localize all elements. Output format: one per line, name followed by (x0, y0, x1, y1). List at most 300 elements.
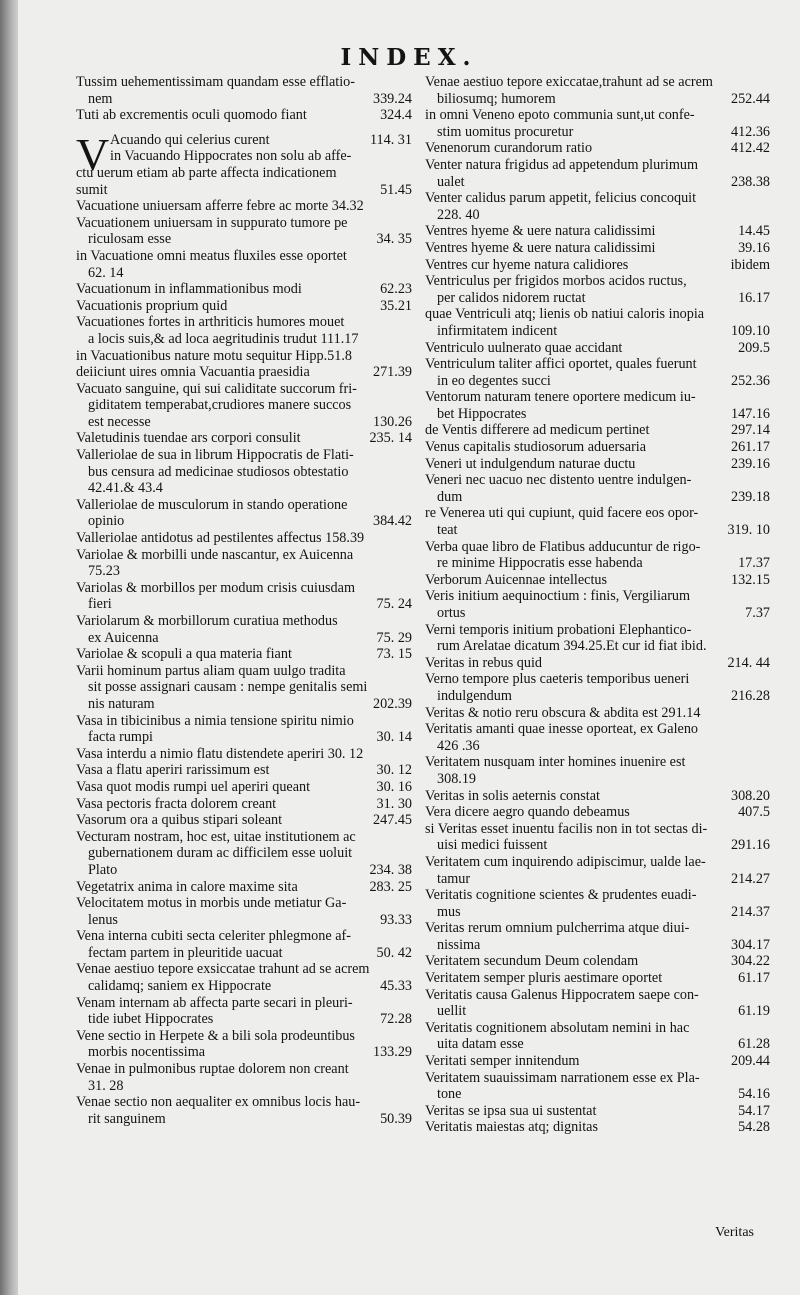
page-reference: 35.21 (380, 297, 412, 314)
index-entry-line (76, 298, 412, 315)
page-reference: 147.16 (730, 405, 770, 422)
index-entry-line (425, 771, 770, 788)
entry-text: quae Ventriculi atq; lienis ob natiui caloris inopia (425, 306, 705, 323)
index-entry-line (76, 1111, 412, 1128)
entry-text: a locis suis,& ad loca aegritudinis trudut 111.17 (88, 330, 359, 347)
entry-text: infirmitatem indicent (437, 322, 558, 339)
entry-text: Vacuationes fortes in arthriticis humores mouet (76, 314, 345, 331)
page-reference: 132.15 (730, 571, 770, 588)
entry-text: Veritas rerum omnium pulcherrima atque diui- (425, 920, 690, 937)
page-reference: 297.14 (730, 422, 770, 439)
index-entry-line (76, 961, 412, 978)
index-entry-line (425, 721, 770, 738)
index-entry-line (76, 762, 412, 779)
page-reference: 114. 31 (369, 131, 412, 148)
entry-text: Vasa pectoris fracta dolorem creant (76, 795, 277, 812)
page-reference: 51.45 (380, 181, 412, 198)
page-reference: 238.38 (730, 173, 770, 190)
page-reference: 291.16 (730, 837, 770, 854)
page-reference: 75. 29 (376, 629, 412, 646)
entry-text: Veritatem secundum Deum colendam (425, 953, 639, 970)
page-reference: 54.16 (738, 1086, 770, 1103)
index-entry-line (425, 804, 770, 821)
index-entry-line (76, 812, 412, 829)
index-entry-line (76, 1078, 412, 1095)
index-entry-line (425, 688, 770, 705)
entry-text: Tussim uehementissimam quandam esse efflatio- (76, 74, 355, 90)
index-entry-line (76, 580, 412, 597)
entry-text: de Ventis differere ad medicum pertinet (425, 422, 650, 439)
entry-text: nissima (437, 936, 481, 953)
index-entry-line (76, 1044, 412, 1061)
page-reference: ibidem (730, 256, 770, 273)
index-entry-line (76, 331, 412, 348)
entry-text: opinio (88, 513, 125, 530)
index-entry-line (425, 207, 770, 224)
page-reference: 31. 30 (376, 795, 412, 812)
page-reference: 62.23 (380, 281, 412, 298)
index-entry-line (425, 489, 770, 506)
index-entry-line (76, 148, 412, 165)
index-entry-line (76, 107, 412, 124)
page-reference: 73. 15 (376, 646, 412, 663)
page-reference: 239.16 (730, 455, 770, 472)
entry-text: bus censura ad medicinae studiosos obtestatio (88, 463, 349, 480)
index-entry-line (76, 381, 412, 398)
entry-text: Veritatis causa Galenus Hippocratem saepe con- (425, 986, 699, 1003)
page-reference: 50. 42 (376, 944, 412, 961)
entry-text: per calidos nidorem ructat (437, 289, 586, 306)
index-entry-line (76, 348, 412, 365)
entry-text: Vacuatione uniuersam afferre febre ac morte 34.32 (76, 198, 364, 215)
index-entry-line (425, 257, 770, 274)
page-reference: 14.45 (738, 223, 770, 240)
page-reference: 412.42 (730, 140, 770, 157)
entry-text: Variolae & morbilli unde nascantur, ex Auicenna (76, 546, 354, 563)
entry-text: lenus (88, 911, 118, 928)
index-entry-line (76, 430, 412, 447)
page-reference: 61.19 (738, 1003, 770, 1020)
index-entry-line (425, 140, 770, 157)
entry-text: bet Hippocrates (437, 405, 527, 422)
entry-text: fieri (88, 596, 112, 613)
page-reference: 30. 16 (376, 778, 412, 795)
entry-text: calidamq; saniem ex Hippocrate (88, 978, 272, 995)
index-entry-line (76, 613, 412, 630)
index-entry-line (425, 91, 770, 108)
entry-text: Veritatis maiestas atq; dignitas (425, 1119, 598, 1136)
page-reference: 214. 44 (727, 654, 770, 671)
entry-text: sit posse assignari causam : nempe genitalis semi (88, 679, 368, 696)
page-reference: 72.28 (380, 1011, 412, 1028)
index-entry-line (425, 1119, 770, 1136)
index-entry-line (76, 513, 412, 530)
entry-text: Venter calidus parum appetit, felicius concoquit (425, 190, 697, 207)
index-entry-line (425, 953, 770, 970)
index-entry-line (425, 1070, 770, 1087)
entry-text: stim uomitus procuretur (437, 123, 574, 140)
entry-text: ctu uerum etiam ab parte affecta indicationem (76, 164, 337, 181)
page-reference: 30. 14 (376, 729, 412, 746)
index-entry-line (76, 547, 412, 564)
entry-text: Vacuato sanguine, qui sui caliditate succorum fri- (76, 380, 357, 397)
entry-text: Veris initium aequinoctium : finis, Vergiliarum (425, 588, 691, 605)
entry-text: ex Auicenna (88, 629, 159, 646)
entry-text: Venae in pulmonibus ruptae dolorem non creant (76, 1061, 349, 1078)
index-entry-line (425, 1020, 770, 1037)
drop-capital: V (76, 128, 110, 180)
index-entry-line (76, 845, 412, 862)
entry-text: Venae aestiuo tepore exsiccatae trahunt ad se acrem (76, 961, 370, 978)
index-entry-line (76, 862, 412, 879)
page-reference: 412.36 (730, 123, 770, 140)
page-reference: 61.17 (738, 970, 770, 987)
page-reference: 304.17 (730, 936, 770, 953)
index-entry-line (76, 314, 412, 331)
page-reference: 252.44 (730, 90, 770, 107)
entry-text: Vasorum ora a quibus stipari soleant (76, 812, 283, 829)
index-entry-line (76, 397, 412, 414)
entry-text: rum Arelatae dicatum 394.25.Et cur id fiat ibid. (437, 638, 707, 655)
index-entry-line (425, 1003, 770, 1020)
entry-text: 42.41.& 43.4 (88, 480, 163, 497)
entry-text: Ventriculo uulnerato quae accidant (425, 339, 623, 356)
entry-text: Verno tempore plus caeteris temporibus ueneri (425, 671, 690, 688)
entry-text: Vacuationis proprium quid (76, 297, 228, 314)
entry-text: mus (437, 903, 461, 920)
entry-text: in eo degentes succi (437, 372, 551, 389)
index-entry-line (425, 588, 770, 605)
entry-text: Plato (88, 861, 118, 878)
entry-text: Veritas in solis aeternis constat (425, 787, 600, 804)
index-entry-line (425, 107, 770, 124)
entry-text: Velocitatem motus in morbis unde metiatur Ga- (76, 895, 347, 912)
page-reference: 34. 35 (376, 231, 412, 248)
entry-text: Variolas & morbillos per modum crisis cuiusdam (76, 579, 355, 596)
entry-text: giditatem temperabat,crudiores manere succos (88, 397, 352, 414)
entry-text: Vasa a flatu aperiri rarissimum est (76, 762, 270, 779)
entry-text: Ventriculum taliter affici oportet, quales fuerunt (425, 356, 697, 373)
entry-text: Veritatem cum inquirendo adipiscimur, ualde lae- (425, 853, 706, 870)
page-reference: 214.37 (730, 903, 770, 920)
page-reference: 261.17 (730, 439, 770, 456)
index-entry-line (76, 895, 412, 912)
entry-text: Valetudinis tuendae ars corpori consulit (76, 430, 301, 447)
entry-text: Verba quae libro de Flatibus adducuntur de rigo- (425, 538, 701, 555)
entry-text: biliosumq; humorem (437, 90, 556, 107)
index-entry-line (76, 829, 412, 846)
right-column (425, 74, 770, 1136)
entry-text: tide iubet Hippocrates (88, 1011, 214, 1028)
index-entry-line (425, 439, 770, 456)
entry-text: deiiciunt uires omnia Vacuantia praesidia (76, 364, 310, 381)
entry-text: nis naturam (88, 695, 155, 712)
entry-text: dum (437, 488, 463, 505)
index-entry-line (425, 456, 770, 473)
entry-text: 62. 14 (88, 264, 124, 281)
index-entry-line (425, 671, 770, 688)
page-reference: 214.27 (730, 870, 770, 887)
index-entry-line (76, 447, 412, 464)
entry-text: Ventres hyeme & uere natura calidissimi (425, 239, 656, 256)
index-entry-line (76, 663, 412, 680)
index-entry-line (76, 563, 412, 580)
entry-text: Valleriolae de musculorum in stando operatione (76, 496, 348, 513)
index-entry-line (425, 837, 770, 854)
index-entry-line (425, 821, 770, 838)
index-entry-line (76, 995, 412, 1012)
page-reference: 247.45 (372, 812, 412, 829)
page-reference: 209.5 (738, 339, 770, 356)
index-entry-line (76, 912, 412, 929)
index-page (18, 0, 800, 1295)
entry-text: uellit (437, 1003, 467, 1020)
entry-text: Ventres cur hyeme natura calidiores (425, 256, 629, 273)
index-entry-line (425, 74, 770, 91)
index-entry-line (425, 273, 770, 290)
index-entry-line (76, 215, 412, 232)
index-entry-line (76, 91, 412, 108)
page-reference: 271.39 (372, 364, 412, 381)
index-entry-line (76, 630, 412, 647)
left-column (76, 74, 412, 1127)
page-reference: 407.5 (738, 804, 770, 821)
index-entry-line (425, 505, 770, 522)
page-reference: 202.39 (372, 695, 412, 712)
index-entry-line (425, 572, 770, 589)
entry-text: Verni temporis initium probationi Elephantico- (425, 621, 692, 638)
entry-text: Veritas & notio reru obscura & abdita est 291.14 (425, 704, 701, 721)
index-entry-line (76, 696, 412, 713)
entry-text: Valleriolae antidotus ad pestilentes affectus 158.39 (76, 530, 365, 547)
page-reference: 93.33 (380, 911, 412, 928)
index-entry-line (76, 1028, 412, 1045)
entry-text: Veritatem semper pluris aestimare oportet (425, 970, 663, 987)
page-reference: 384.42 (372, 513, 412, 530)
page-reference: 216.28 (730, 687, 770, 704)
entry-text: Veneri ut indulgendum naturae ductu (425, 455, 636, 472)
index-entry-line (425, 522, 770, 539)
index-entry-line (425, 970, 770, 987)
index-entry-line (425, 1103, 770, 1120)
entry-text: Vasa quot modis rumpi uel aperiri queant (76, 778, 311, 795)
entry-text: morbis nocentissima (88, 1044, 206, 1061)
entry-text: Venus capitalis studiosorum aduersaria (425, 439, 647, 456)
entry-text: Variolarum & morbillorum curatiua methodus (76, 613, 338, 629)
entry-text: Variolae & scopuli a qua materia fiant (76, 646, 292, 663)
page-reference: 308.20 (730, 787, 770, 804)
index-entry-line (76, 879, 412, 896)
page-reference: 30. 12 (376, 762, 412, 779)
entry-text: 31. 28 (88, 1077, 124, 1094)
index-entry-line (425, 655, 770, 672)
entry-text: uisi medici fuissent (437, 837, 548, 854)
entry-text: Veneri nec uacuo nec distento uentre indulgen- (425, 472, 692, 489)
index-entry-line (425, 987, 770, 1004)
index-entry-line (76, 679, 412, 696)
entry-text: Venenorum curandorum ratio (425, 140, 593, 157)
page-reference: 324.4 (380, 107, 412, 124)
entry-text: Vasa interdu a nimio flatu distendete aperiri 30. 12 (76, 745, 364, 762)
index-entry-line (425, 340, 770, 357)
entry-text: Vene sectio in Herpete & a bili sola prodeuntibus (76, 1027, 355, 1044)
index-entry-line (425, 373, 770, 390)
index-entry-line (76, 464, 412, 481)
page-reference: 75. 24 (376, 596, 412, 613)
index-entry-line (425, 887, 770, 904)
index-entry-line (425, 389, 770, 406)
index-entry-line (425, 157, 770, 174)
catchword: Veritas (715, 1225, 754, 1240)
index-entry-line (76, 231, 412, 248)
entry-text: Vasa in tibicinibus a nimia tensione spiritu nimio (76, 712, 354, 729)
page-header: INDEX. (340, 44, 478, 71)
index-entry-line (76, 746, 412, 763)
page-reference: 17.37 (738, 555, 770, 572)
entry-text: tamur (437, 870, 471, 887)
entry-text: sumit (76, 181, 108, 198)
entry-text: indulgendum (437, 687, 512, 704)
entry-text: facta rumpi (88, 729, 153, 746)
entry-text: Venter natura frigidus ad appetendum plurimum (425, 156, 699, 173)
page-reference: 339.24 (372, 90, 412, 107)
entry-text: Valleriolae de sua in librum Hippocratis de Flati- (76, 447, 354, 464)
index-entry-line (76, 248, 412, 265)
entry-text: teat (437, 522, 458, 539)
index-entry-line (76, 364, 412, 381)
page-reference: 7.37 (745, 605, 770, 621)
index-entry-line (425, 854, 770, 871)
index-entry-line (76, 1011, 412, 1028)
entry-text: Ventres hyeme & uere natura calidissimi (425, 223, 656, 240)
entry-text: Veritatis amanti quae inesse oporteat, ex Galeno (425, 721, 699, 738)
entry-text: nem (88, 90, 113, 107)
entry-text: Veritas se ipsa sua ui sustentat (425, 1102, 597, 1119)
entry-text: 228. 40 (437, 206, 480, 223)
index-entry-line (76, 646, 412, 663)
page-reference: 252.36 (730, 372, 770, 389)
entry-text: Vacuationem uniuersam in suppurato tumore pe (76, 214, 348, 231)
index-entry-line (76, 497, 412, 514)
entry-text: Vecturam nostram, hoc est, uitae institutionem ac (76, 828, 356, 845)
entry-text: Veritati semper innitendum (425, 1053, 580, 1070)
entry-text: Ventorum naturam tenere oportere medicum iu- (425, 389, 696, 406)
entry-text: riculosam esse (88, 231, 172, 248)
index-entry-line (425, 223, 770, 240)
page-reference: 235. 14 (369, 430, 412, 447)
entry-text: Tuti ab excrementis oculi quomodo fiant (76, 107, 307, 124)
index-entry-line (76, 945, 412, 962)
index-entry-line (425, 174, 770, 191)
index-entry-line (76, 713, 412, 730)
page-reference: 283. 25 (369, 878, 412, 895)
index-entry-line (76, 414, 412, 431)
entry-text: in Vacuando Hippocrates non solu ab affe- (110, 148, 352, 165)
entry-text: Ventriculus per frigidos morbos acidos ructus, (425, 273, 687, 290)
index-entry-line (425, 622, 770, 639)
entry-text: Varii hominum partus aliam quam uulgo tradita (76, 662, 346, 679)
index-entry-line (76, 928, 412, 945)
index-entry-line (76, 1061, 412, 1078)
index-entry-line (76, 978, 412, 995)
entry-text: uita datam esse (437, 1036, 524, 1053)
page-reference: 209.44 (730, 1053, 770, 1070)
entry-text: 426 .36 (437, 737, 480, 754)
entry-text: in omni Veneno epoto communia sunt,ut confe- (425, 107, 695, 124)
index-entry-line (425, 904, 770, 921)
page-reference: 239.18 (730, 488, 770, 505)
page-reference: 61.28 (738, 1036, 770, 1053)
entry-text: ualet (437, 173, 465, 190)
entry-text: 308.19 (437, 770, 477, 787)
index-entry-line (425, 290, 770, 307)
index-entry-line (425, 705, 770, 722)
entry-text: si Veritas esset inuentu facilis non in tot sectas di- (425, 820, 708, 837)
index-entry-line (425, 124, 770, 141)
index-entry-line (76, 779, 412, 796)
index-entry-line (425, 356, 770, 373)
entry-text: Vera dicere aegro quando debeamus (425, 804, 630, 821)
entry-text: Verborum Auicennae intellectus (425, 571, 608, 588)
page-reference: 319. 10 (727, 522, 770, 539)
index-entry-line (425, 406, 770, 423)
index-entry-line (76, 1094, 412, 1111)
index-entry-line (425, 937, 770, 954)
index-entry-line (76, 796, 412, 813)
index-entry-line (425, 638, 770, 655)
index-entry-line (425, 323, 770, 340)
entry-text: Vacuationum in inflammationibus modi (76, 281, 302, 298)
index-entry-line (76, 198, 412, 215)
entry-text: re Venerea uti qui cupiunt, quid facere eos opor- (425, 505, 699, 522)
index-entry-line (425, 240, 770, 257)
page-reference: 45.33 (380, 978, 412, 995)
index-entry-line (76, 480, 412, 497)
entry-text: Venae aestiuo tepore exiccatae,trahunt ad se acrem (425, 74, 713, 90)
index-entry-line (425, 754, 770, 771)
index-entry-line (425, 306, 770, 323)
page-reference: 130.26 (372, 413, 412, 430)
page-reference: 39.16 (738, 239, 770, 256)
index-entry-line (76, 530, 412, 547)
index-entry-line (425, 920, 770, 937)
entry-text: Veritatis cognitione scientes & prudentes euadi- (425, 887, 697, 904)
index-entry-line (76, 265, 412, 282)
index-entry-line (425, 555, 770, 572)
index-entry-line (425, 190, 770, 207)
page-reference: 54.17 (738, 1102, 770, 1119)
entry-text: est necesse (88, 413, 151, 430)
entry-text: tone (437, 1086, 462, 1103)
index-entry-line (425, 605, 770, 622)
entry-text: re minime Hippocratis esse habenda (437, 555, 643, 572)
entry-text: 75.23 (88, 563, 120, 580)
index-entry-line (425, 738, 770, 755)
entry-text: Veritas in rebus quid (425, 654, 543, 671)
index-entry-line (76, 165, 412, 182)
index-entry-line (425, 1086, 770, 1103)
index-entry-line (425, 1036, 770, 1053)
index-entry-line (76, 281, 412, 298)
page-reference: 16.17 (738, 289, 770, 306)
entry-text: Acuando qui celerius curent (110, 131, 270, 148)
entry-text: fectam partem in pleuritide uacuat (88, 944, 283, 961)
entry-text: Veritatem nusquam inter homines inuenire est (425, 754, 686, 771)
index-entry-line (425, 539, 770, 556)
index-entry-line (76, 729, 412, 746)
book-gutter (0, 0, 18, 1295)
index-entry-line (425, 472, 770, 489)
